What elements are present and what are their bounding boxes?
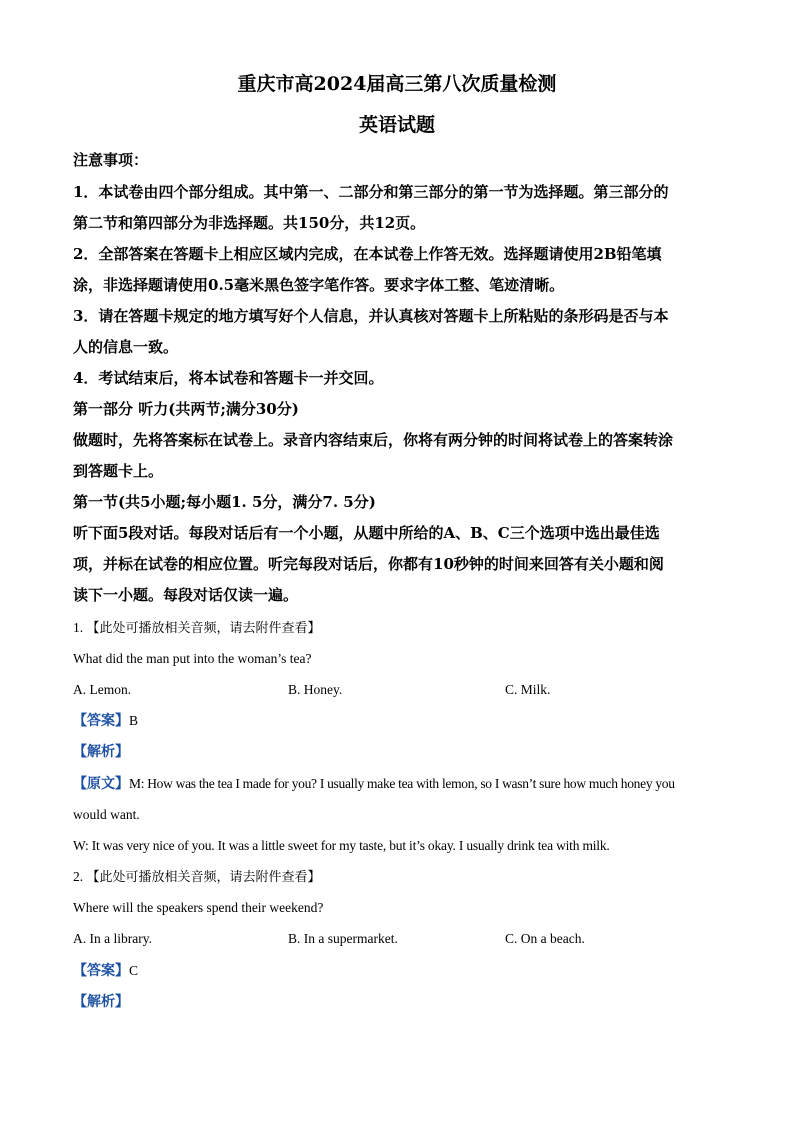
- question-2-option-c: C. On a beach.: [505, 931, 585, 946]
- exam-subtitle: 英语试题: [358, 114, 435, 136]
- question-1-answer-tag: 【答案】: [73, 713, 129, 729]
- part-1-heading: 第一部分 听力(共两节;满分30分): [73, 400, 299, 418]
- notice-item-2-line-2: 涂，非选择题请使用0.5毫米黑色签字笔作答。要求字体工整、笔迹清晰。: [73, 276, 565, 294]
- question-2-answer-tag: 【答案】: [73, 963, 129, 979]
- part-1-instruction-line-1: 做题时，先将答案标在试卷上。录音内容结束后，你将有两分钟的时间将试卷上的答案转涂: [73, 431, 674, 449]
- part-1-instruction-line-2: 到答题卡上。: [73, 462, 164, 480]
- notice-item-3-line-1: 3．请在答题卡规定的地方填写好个人信息，并认真核对答题卡上所粘贴的条形码是否与本: [73, 307, 669, 325]
- question-2-answer-value: C: [129, 963, 139, 978]
- question-1-script-text-1: M: How was the tea I made for you? I usually make tea with lemon, so I wasn’t sure how much honey you: [129, 776, 675, 791]
- question-1-option-b: B. Honey.: [288, 682, 343, 697]
- question-1-text: What did the man put into the woman’s tea?: [73, 651, 312, 666]
- question-1-header: [73, 618, 733, 640]
- question-2-number: 2.: [73, 869, 87, 884]
- section-1-heading: 第一节(共5小题;每小题1. 5分，满分7. 5分): [73, 493, 376, 511]
- question-1-audio-link[interactable]: 【此处可播放相关音频，请去附件查看】: [86, 621, 321, 636]
- question-1-script-tag: 【原文】: [73, 776, 129, 792]
- question-1-script-line-3: W: It was very nice of you. It was a little sweet for my taste, but it’s okay. I usually drink tea with milk.: [73, 838, 610, 853]
- question-2-option-b: B. In a supermarket.: [288, 931, 398, 946]
- question-1-analysis: [73, 740, 733, 763]
- question-1-answer: [73, 709, 733, 732]
- question-1-analysis-tag: 【解析】: [73, 744, 129, 760]
- question-2-answer: [73, 959, 733, 982]
- question-2-header: [73, 867, 733, 889]
- question-1-option-c: C. Milk.: [505, 682, 551, 697]
- question-1-number: 1.: [73, 620, 87, 635]
- notice-item-4: 4．考试结束后，将本试卷和答题卡一并交回。: [73, 369, 384, 387]
- question-2-analysis-tag: 【解析】: [73, 994, 129, 1010]
- question-1-script-line-2: would want.: [73, 807, 140, 822]
- exam-title: 重庆市高2024届高三第八次质量检测: [237, 73, 557, 95]
- question-1-answer-value: B: [129, 713, 139, 728]
- question-1-option-a: A. Lemon.: [73, 682, 132, 697]
- question-2-text: Where will the speakers spend their weekend?: [73, 900, 324, 915]
- question-2-option-a: A. In a library.: [73, 931, 152, 946]
- section-1-instruction-line-2: 项，并标在试卷的相应位置。听完每段对话后，你都有10秒钟的时间来回答有关小题和阅: [73, 555, 664, 573]
- notice-item-2-line-1: 2．全部答案在答题卡上相应区域内完成，在本试卷上作答无效。选择题请使用2B铅笔填: [73, 245, 662, 263]
- question-2-analysis: [73, 990, 733, 1013]
- question-2-audio-link[interactable]: 【此处可播放相关音频，请去附件查看】: [86, 870, 321, 885]
- section-1-instruction-line-3: 读下一小题。每段对话仅读一遍。: [73, 586, 299, 604]
- notice-item-1-line-2: 第二节和第四部分为非选择题。共150分，共12页。: [73, 214, 426, 232]
- notice-item-3-line-2: 人的信息一致。: [73, 338, 179, 356]
- question-1-script-line-1: [73, 772, 733, 795]
- section-1-instruction-line-1: 听下面5段对话。每段对话后有一个小题，从题中所给的A、B、C三个选项中选出最佳选: [73, 524, 660, 542]
- notice-heading: 注意事项：: [73, 151, 149, 169]
- notice-item-1-line-1: 1．本试卷由四个部分组成。其中第一、二部分和第三部分的第一节为选择题。第三部分的: [73, 183, 669, 201]
